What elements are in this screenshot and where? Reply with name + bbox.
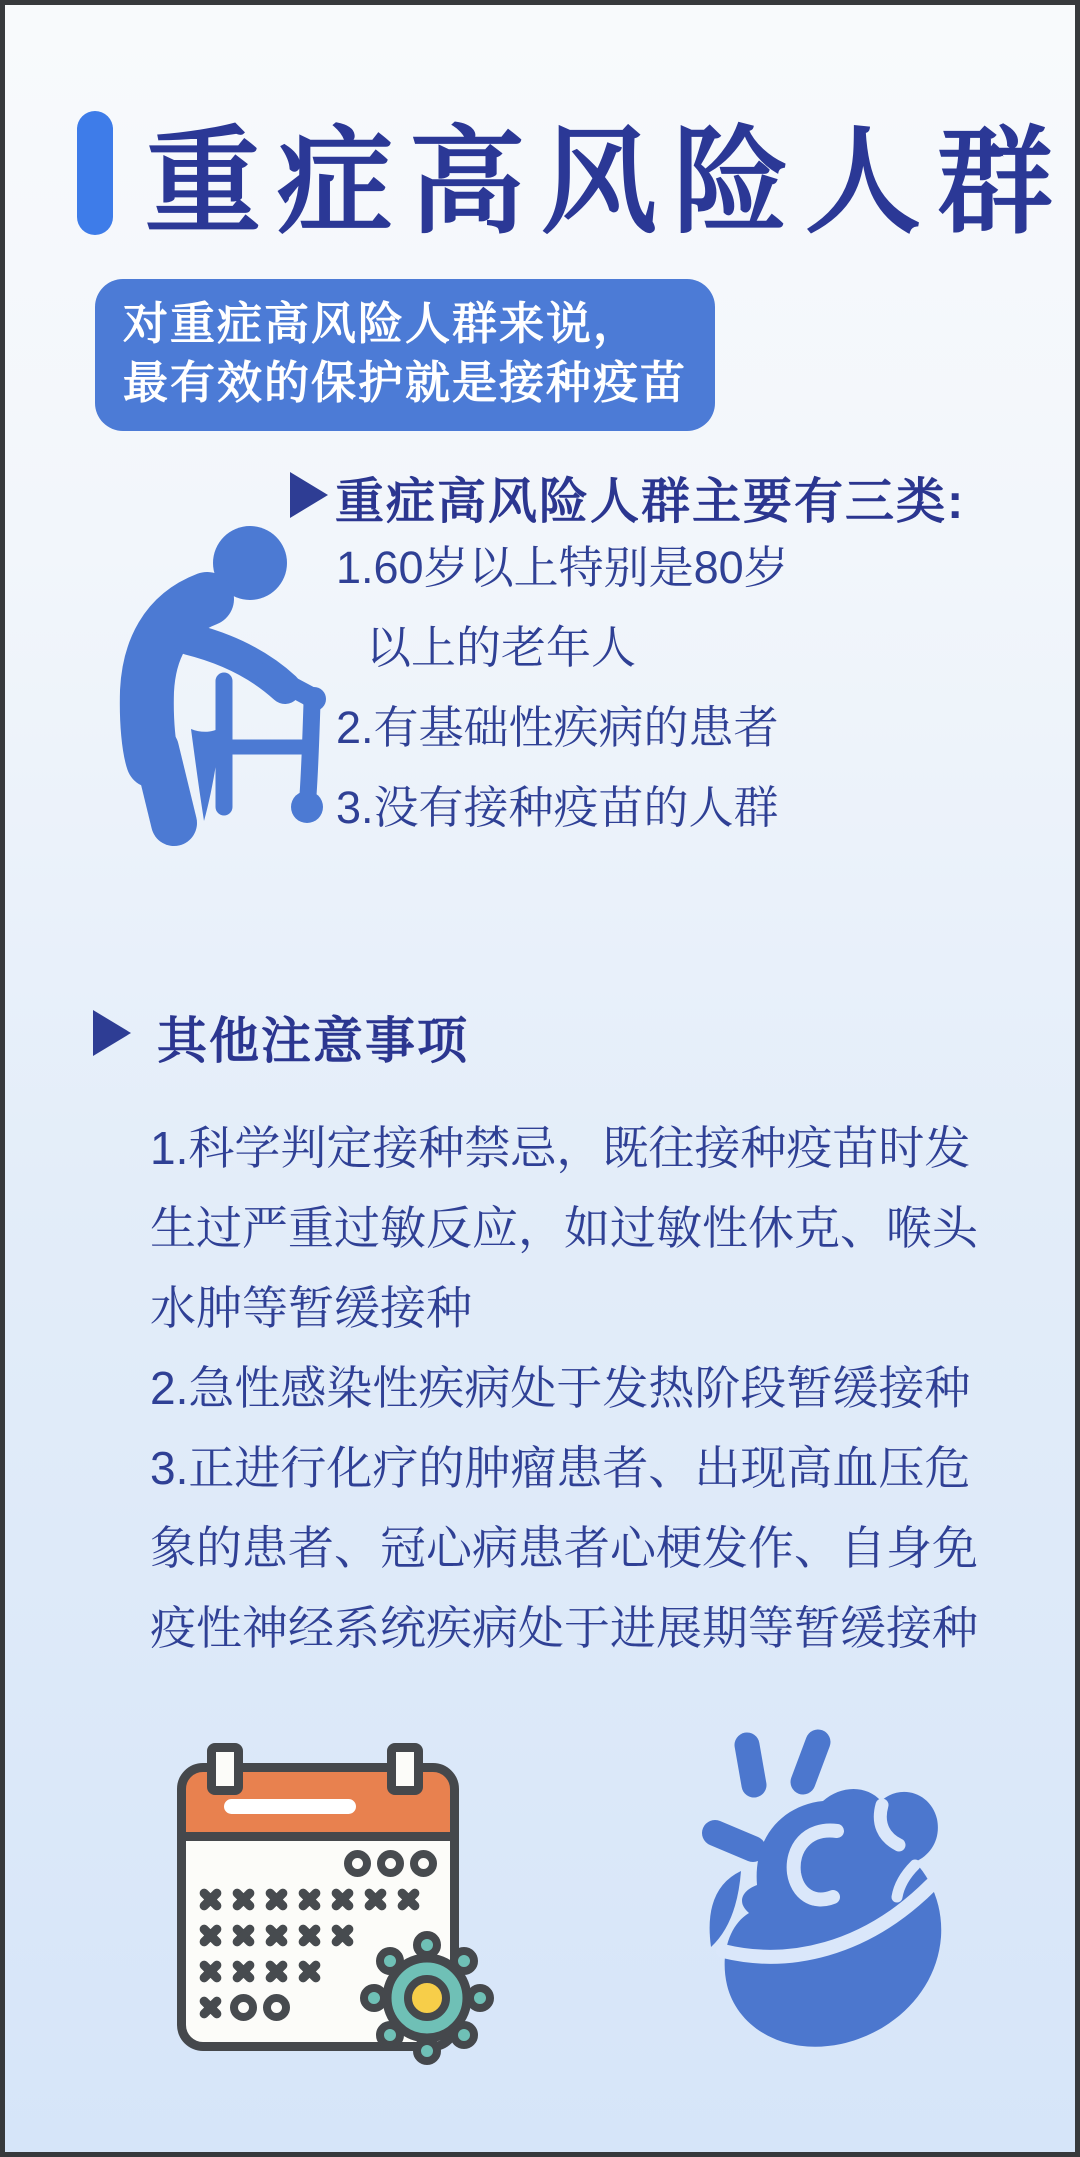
- circle-mark-icon: [410, 1850, 437, 1877]
- heart-vessel-stub: [803, 1742, 818, 1782]
- x-mark-icon: [263, 1922, 290, 1949]
- risk-item-1: 1.60岁以上特别是80岁: [336, 542, 789, 593]
- x-mark-icon: [263, 1886, 290, 1913]
- virus-icon: [352, 1923, 502, 2073]
- x-mark-icon: [296, 1958, 323, 1985]
- x-mark-icon: [329, 1886, 356, 1913]
- risk-item-3: 3.没有接种疫苗的人群: [336, 782, 779, 833]
- notes-list: [150, 1108, 995, 1668]
- risk-item-2: 2.有基础性疾病的患者: [336, 702, 779, 753]
- virus-core: [408, 1979, 446, 2017]
- risk-section-heading: 重症高风险人群主要有三类:: [335, 475, 966, 529]
- page-title-row: [77, 89, 1069, 256]
- page-title: 重症高风险人群: [145, 117, 1069, 247]
- notes-item-1: 1.科学判定接种禁忌，既往接种疫苗时发生过严重过敏反应，如过敏性休克、喉头水肿等暂缓接种: [150, 1122, 978, 1334]
- notes-item-2: 2.急性感染性疾病处于发热阶段暂缓接种: [150, 1362, 971, 1414]
- elderly-person-with-walker-icon: [61, 501, 353, 869]
- title-accent-bar: [77, 111, 113, 235]
- person-front-leg: [156, 749, 174, 823]
- heart-left-vessel: [715, 1833, 753, 1849]
- calendar-row: [177, 1845, 459, 1881]
- circle-mark-icon: [230, 1994, 257, 2021]
- calendar-header-bar: [224, 1799, 356, 1814]
- notes-item-3: 3.正进行化疗的肿瘤患者、出现高血压危象的患者、冠心病患者心梗发作、自身免疫性神经系统疾病处于进展期等暂缓接种: [150, 1442, 978, 1654]
- x-mark-icon: [395, 1886, 422, 1913]
- x-mark-icon: [296, 1886, 323, 1913]
- calendar-row: [177, 1881, 459, 1917]
- anatomical-heart-icon: [653, 1727, 953, 2062]
- risk-group-list: [336, 528, 789, 848]
- x-mark-icon: [230, 1958, 257, 1985]
- x-mark-icon: [263, 1958, 290, 1985]
- x-mark-icon: [197, 1886, 224, 1913]
- risk-item-1-continued: 以上的老年人: [366, 622, 637, 673]
- heart-vessel-stub: [747, 1745, 754, 1785]
- x-mark-icon: [197, 1958, 224, 1985]
- x-mark-icon: [230, 1886, 257, 1913]
- subtitle-callout: [95, 279, 715, 431]
- subtitle-line-1: 对重症高风险人群来说，: [123, 298, 641, 349]
- circle-mark-icon: [377, 1850, 404, 1877]
- x-mark-icon: [197, 1994, 224, 2021]
- x-mark-icon: [362, 1886, 389, 1913]
- subtitle-line-2: 最有效的保护就是接种疫苗: [123, 357, 688, 408]
- notes-section-heading: 其他注意事项: [157, 1013, 469, 1069]
- triangle-bullet-icon: [93, 1010, 131, 1056]
- calendar-binder-tab: [387, 1743, 423, 1795]
- circle-mark-icon: [344, 1850, 371, 1877]
- walker-wheel: [291, 791, 323, 823]
- calendar-binder-tab: [207, 1743, 243, 1795]
- x-mark-icon: [230, 1922, 257, 1949]
- x-mark-icon: [197, 1922, 224, 1949]
- circle-mark-icon: [263, 1994, 290, 2021]
- x-mark-icon: [296, 1922, 323, 1949]
